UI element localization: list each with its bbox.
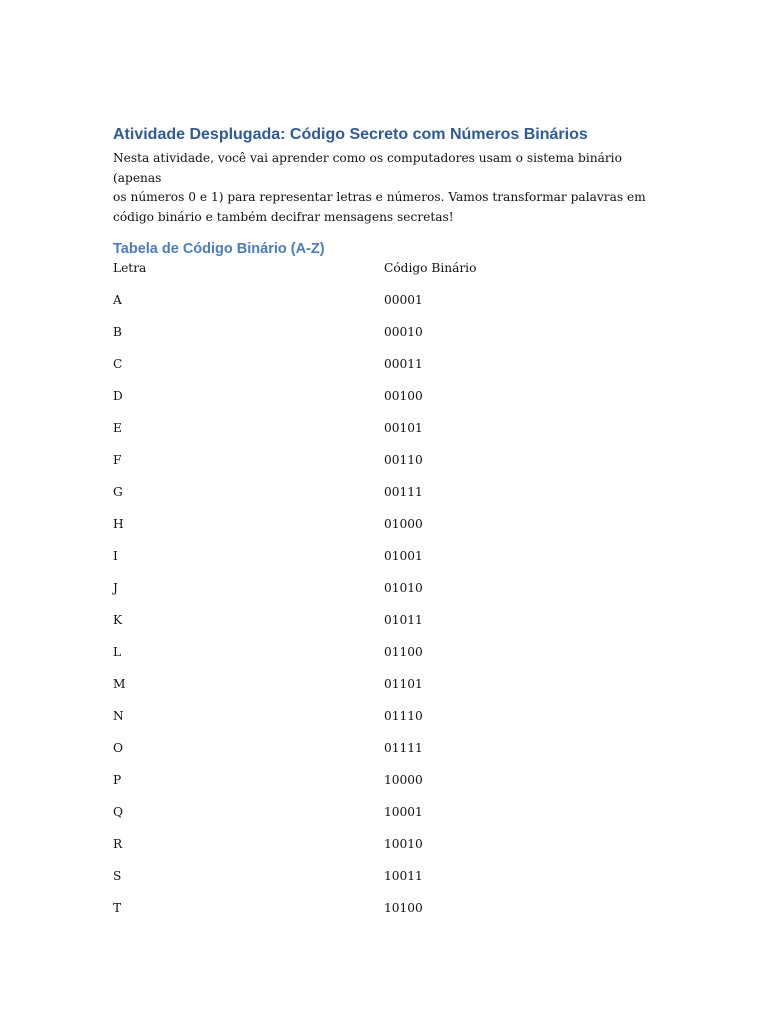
intro-paragraph <box>113 149 653 227</box>
binary-code-cell: 01101 <box>384 677 423 691</box>
table-row <box>113 804 476 836</box>
table-row <box>113 612 476 644</box>
table-body <box>113 292 476 932</box>
intro-line: código binário e também decifrar mensagens secretas! <box>113 209 454 224</box>
letter-cell: M <box>113 677 126 691</box>
letter-cell: P <box>113 773 122 787</box>
column-header-binary-code: Código Binário <box>384 261 477 275</box>
letter-cell: N <box>113 709 124 723</box>
letter-cell: G <box>113 485 123 499</box>
letter-cell: Q <box>113 805 123 819</box>
letter-cell: T <box>113 901 122 915</box>
letter-cell: F <box>113 453 122 467</box>
binary-code-table <box>113 260 476 932</box>
table-row <box>113 772 476 804</box>
table-row <box>113 324 476 356</box>
binary-code-cell: 01001 <box>384 549 423 563</box>
section-title: Tabela de Código Binário (A-Z) <box>113 241 325 257</box>
table-row <box>113 676 476 708</box>
table-row <box>113 452 476 484</box>
binary-code-cell: 01111 <box>384 741 423 755</box>
letter-cell: H <box>113 517 124 531</box>
intro-line: Nesta atividade, você vai aprender como os computadores usam o sistema binário (apenas <box>113 151 622 185</box>
table-row <box>113 516 476 548</box>
letter-cell: A <box>113 293 122 307</box>
binary-code-cell: 00011 <box>384 357 423 371</box>
table-header-row <box>113 260 476 292</box>
table-row <box>113 708 476 740</box>
letter-cell: S <box>113 869 122 883</box>
letter-cell: D <box>113 389 123 403</box>
table-row <box>113 868 476 900</box>
binary-code-cell: 01100 <box>384 645 423 659</box>
letter-cell: L <box>113 645 122 659</box>
intro-line: os números 0 e 1) para representar letras e números. Vamos transformar palavras em <box>113 190 646 204</box>
binary-code-cell: 01011 <box>384 613 423 627</box>
table-row <box>113 900 476 932</box>
table-row <box>113 292 476 324</box>
table-row <box>113 836 476 868</box>
binary-code-cell: 00100 <box>384 389 423 403</box>
binary-code-cell: 01110 <box>384 709 423 723</box>
document-title: Atividade Desplugada: Código Secreto com Números Binários <box>113 126 588 143</box>
table-row <box>113 740 476 772</box>
column-header-letter: Letra <box>113 261 147 275</box>
table-row <box>113 580 476 612</box>
letter-cell: I <box>113 549 118 563</box>
table-row <box>113 420 476 452</box>
binary-code-cell: 10010 <box>384 837 423 851</box>
letter-cell: O <box>113 741 123 755</box>
letter-cell: R <box>113 837 123 851</box>
binary-code-cell: 00111 <box>384 485 423 499</box>
binary-code-cell: 10011 <box>384 869 423 883</box>
binary-code-cell: 10100 <box>384 901 423 915</box>
table-row <box>113 548 476 580</box>
binary-code-cell: 00110 <box>384 453 423 467</box>
letter-cell: K <box>113 613 123 627</box>
document-page <box>113 122 653 932</box>
binary-code-cell: 00101 <box>384 421 423 435</box>
binary-code-cell: 10001 <box>384 805 423 819</box>
binary-code-cell: 01000 <box>384 517 423 531</box>
table-row <box>113 644 476 676</box>
table-row <box>113 388 476 420</box>
binary-code-cell: 10000 <box>384 773 423 787</box>
binary-code-cell: 01010 <box>384 581 423 595</box>
table-row <box>113 484 476 516</box>
letter-cell: C <box>113 357 123 371</box>
binary-code-cell: 00010 <box>384 325 423 339</box>
letter-cell: B <box>113 325 122 339</box>
letter-cell: J <box>113 581 118 595</box>
binary-code-cell: 00001 <box>384 293 423 307</box>
table-row <box>113 356 476 388</box>
letter-cell: E <box>113 421 122 435</box>
